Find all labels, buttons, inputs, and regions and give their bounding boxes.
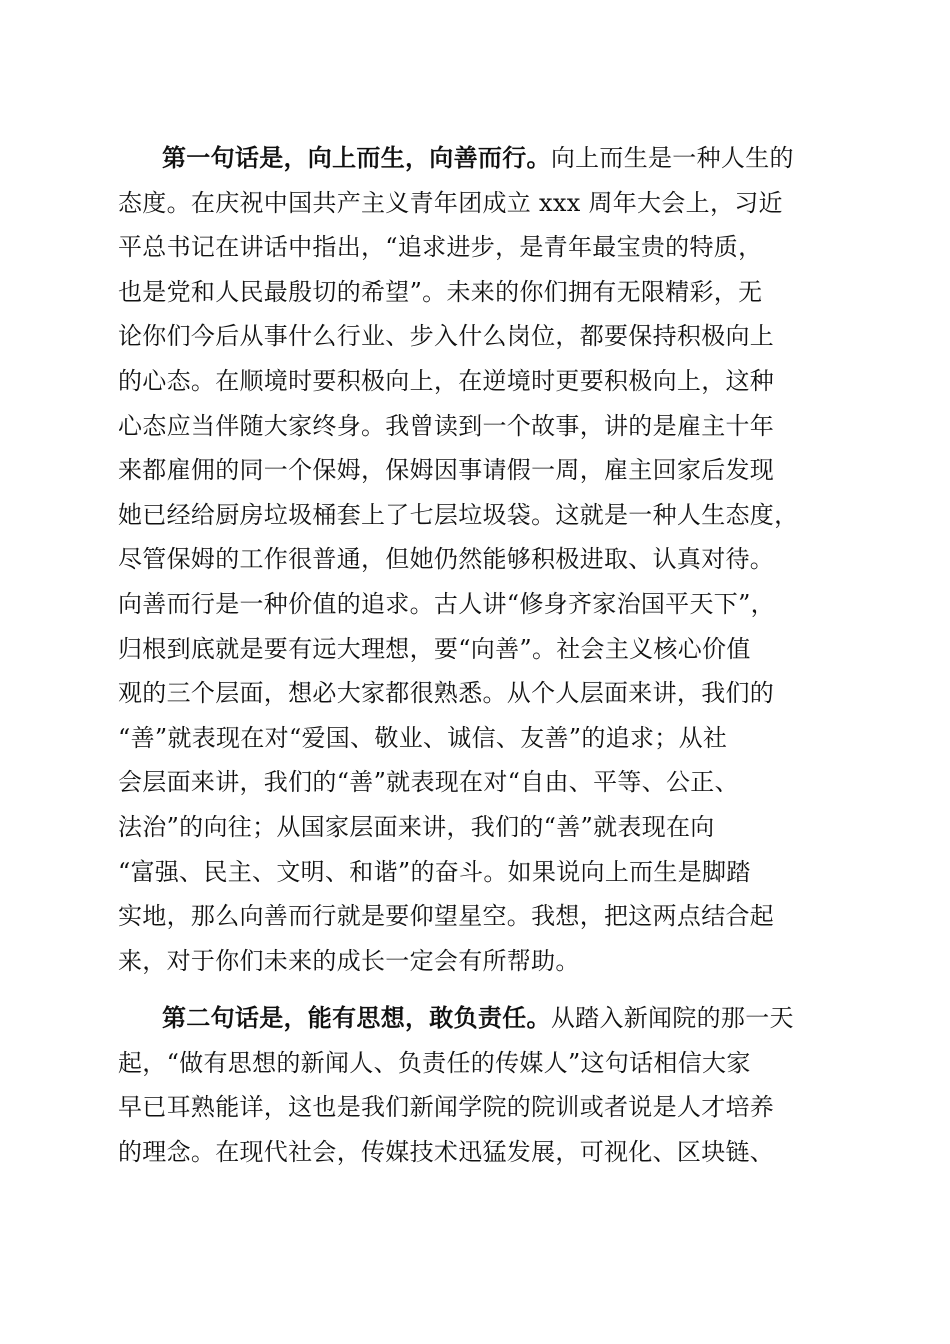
text-line: 的理念。在现代社会，传媒技术迅猛发展，可视化、区块链、 bbox=[118, 1138, 775, 1167]
text-line: 观的三个层面，想必大家都很熟悉。从个人层面来讲，我们的 bbox=[118, 679, 775, 708]
text-line: 态度。在庆祝中国共产主义青年团成立 xxx 周年大会上，习近 bbox=[118, 188, 783, 217]
text-line: 法治”的向往；从国家层面来讲，我们的“善”就表现在向 bbox=[118, 812, 715, 841]
text-line: 也是党和人民最殷切的希望”。未来的你们拥有无限精彩，无 bbox=[118, 277, 763, 306]
text-line: 向善而行是一种价值的追求。古人讲“修身齐家治国平天下”， bbox=[118, 589, 775, 618]
paragraph-2-line-1 bbox=[118, 996, 836, 1041]
text-line: 归根到底就是要有远大理想，要“向善”。社会主义核心价值 bbox=[118, 634, 751, 663]
text-line: 会层面来讲，我们的“善”就表现在对“自由、平等、公正、 bbox=[118, 768, 739, 797]
document-body bbox=[118, 136, 836, 1188]
paragraph-2-lead: 第二句话是，能有思想，敢负责任。 bbox=[162, 1003, 551, 1033]
text-line: 论你们今后从事什么行业、步入什么岗位，都要保持积极向上 bbox=[118, 322, 775, 351]
paragraph-2-first-line-rest: 从踏入新闻院的那一天 bbox=[550, 1004, 794, 1033]
text-line: “善”就表现在对“爱国、敬业、诚信、友善”的追求；从社 bbox=[118, 723, 728, 752]
text-line: “富强、民主、文明、和谐”的奋斗。如果说向上而生是脚踏 bbox=[118, 857, 751, 886]
text-line: 的心态。在顺境时要积极向上，在逆境时更要积极向上，这种 bbox=[118, 366, 775, 395]
paragraph-1-lead: 第一句话是，向上而生，向善而行。 bbox=[162, 143, 551, 172]
text-line: 实地，那么向善而行就是要仰望星空。我想，把这两点结合起 bbox=[118, 902, 775, 931]
paragraph-1-first-line-rest: 向上而生是一种人生的 bbox=[550, 144, 794, 172]
paragraph-1 bbox=[118, 136, 836, 983]
text-line: 她已经给厨房垃圾桶套上了七层垃圾袋。这就是一种人生态度， bbox=[118, 500, 799, 529]
text-line: 早已耳熟能详，这也是我们新闻学院的院训或者说是人才培养 bbox=[118, 1093, 775, 1122]
text-line: 尽管保姆的工作很普通，但她仍然能够积极进取、认真对待。 bbox=[118, 545, 775, 574]
text-line: 起，“做有思想的新闻人、负责任的传媒人”这句话相信大家 bbox=[118, 1048, 751, 1077]
text-line: 来都雇佣的同一个保姆，保姆因事请假一周，雇主回家后发现 bbox=[118, 456, 775, 485]
paragraph-2 bbox=[118, 996, 836, 1174]
text-line: 来，对于你们未来的成长一定会有所帮助。 bbox=[118, 946, 580, 975]
text-line: 心态应当伴随大家终身。我曾读到一个故事，讲的是雇主十年 bbox=[118, 411, 775, 440]
paragraph-1-line-1 bbox=[118, 136, 836, 181]
text-line: 平总书记在讲话中指出，“追求进步，是青年最宝贵的特质， bbox=[118, 233, 763, 262]
